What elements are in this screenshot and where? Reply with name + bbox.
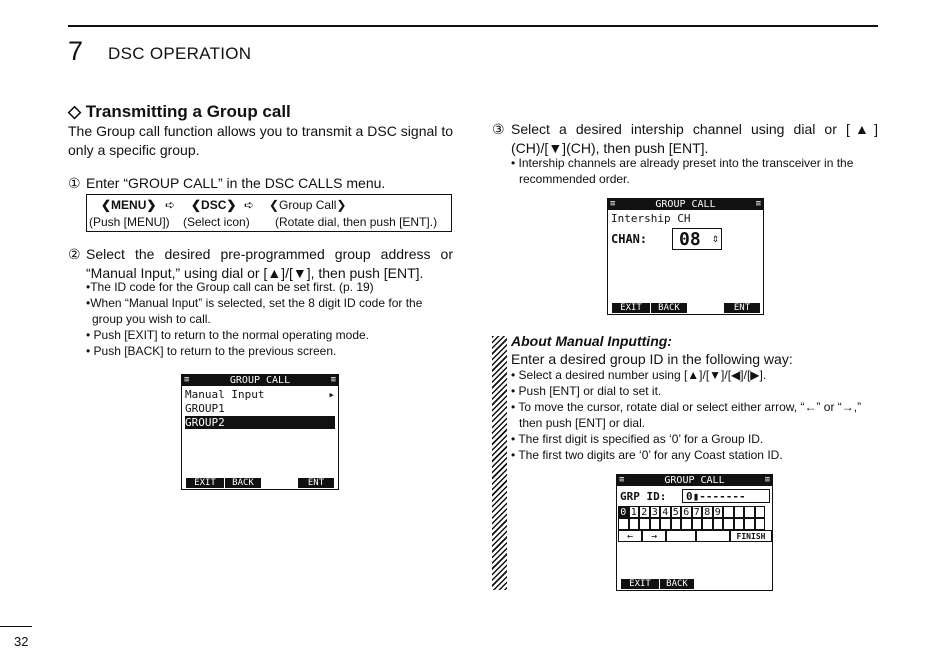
spin-icon: ⇕ [712,231,720,245]
blank-key [618,518,629,530]
digit-key: 2 [639,506,650,518]
step3-bullet: • Intership channels are already preset into the transceiver in the recommended order. [511,156,854,186]
soft-key-ent: ENT [724,303,760,313]
chapter-number: 7 [68,36,84,66]
list-item-group2: GROUP2 [185,416,335,429]
bullet: • The first digit is specified as ‘0’ for a Group ID. [511,432,764,446]
menu-note-3: (Rotate dial, then push [ENT].) [275,215,438,229]
menu-icon: ≡ [610,199,616,209]
step3-text: Select a desired intership channel using dial or [▲](CH)/[▼](CH), then push [ENT]. [511,121,878,156]
lcd-intership-channel [607,198,764,315]
blank-key [755,506,766,518]
digit-key: 9 [713,506,724,518]
blank-key [671,518,682,530]
soft-key-ent: ENT [298,478,334,488]
note-title: About Manual Inputting: [511,333,672,349]
grp-id-value: 0▮------- [682,489,770,503]
blank-key [696,530,730,542]
menu-icon: ≡ [619,475,625,485]
blank-key [744,506,755,518]
soft-key-exit: EXIT [186,478,224,488]
digit-key: 4 [660,506,671,518]
bullet: •The ID code for the Group call can be set first. (p. 19) [86,280,374,294]
menu-key: ❮MENU❯ [101,198,157,212]
bullet: • The first two digits are ‘0’ for any Coast station ID. [511,448,783,462]
soft-key-back: BACK [651,303,687,313]
menu-path-box [86,194,452,232]
bullet: • Select a desired number using [▲]/[▼]/[◀]/[▶]. [511,368,767,382]
digit-key: 8 [702,506,713,518]
blank-key [713,518,724,530]
bullet: • To move the cursor, rotate dial or select either arrow, “←” or “→,” then push [ENT] or dial. [511,400,862,430]
bullet: • Push [EXIT] to return to the normal operating mode. [86,328,370,342]
menu-icon: ≡ [764,475,770,485]
digit-key: 5 [671,506,682,518]
digit-key: 3 [650,506,661,518]
lcd-title: GROUP CALL [182,375,338,386]
blank-key [734,506,745,518]
step1-number: ① [68,175,81,191]
bullet: • Push [BACK] to return to the previous screen. [86,344,337,358]
grp-id-label: GRP ID: [620,490,667,503]
note-bullets [511,367,881,463]
blank-key [681,518,692,530]
arrow-icon: ➪ [244,198,255,212]
right-arrow-key: → [642,530,666,542]
step3-number: ③ [492,121,505,137]
page-number: 32 [14,634,29,649]
header-rule [68,25,878,27]
lcd-group-call-list [181,374,339,490]
chan-value: 08 [672,228,722,250]
section-intro: The Group call function allows you to transmit a DSC signal to only a specific group. [68,123,453,158]
lcd-title: GROUP CALL [617,475,772,486]
lcd-subtitle: Intership CH [611,212,691,225]
lcd-title: GROUP CALL [608,199,763,210]
bullet: • Push [ENT] or dial to set it. [511,384,662,398]
chapter-title: DSC OPERATION [108,44,252,63]
soft-key-back: BACK [225,478,261,488]
blank-key [702,518,713,530]
blank-key [734,518,745,530]
blank-key [723,506,734,518]
finish-key: FINISH [730,530,772,542]
blank-key [723,518,734,530]
menu-icon: ≡ [184,375,190,385]
page-rule [0,626,32,627]
digit-key: 1 [629,506,640,518]
menu-icon: ≡ [330,375,336,385]
step2-text: Select the desired pre-programmed group address or “Manual Input,” using dial or [▲]/[▼], then push [ENT]. [86,246,453,281]
blank-key [755,518,766,530]
soft-key-back: BACK [660,579,694,589]
step2-number: ② [68,246,81,262]
blank-key [744,518,755,530]
step1-text: Enter “GROUP CALL” in the DSC CALLS menu. [86,175,386,191]
menu-note-2: (Select icon) [183,215,250,229]
soft-key-exit: EXIT [621,579,659,589]
step2-bullets [86,279,453,359]
digit-key: 0 [618,506,629,518]
digit-key: 7 [692,506,703,518]
arrow-icon: ➪ [165,198,176,212]
blank-key [650,518,661,530]
bullet: •When “Manual Input” is selected, set the 8 digit ID code for the group you wish to call. [86,296,423,326]
soft-key-exit: EXIT [612,303,650,313]
blank-key [639,518,650,530]
chan-label: CHAN: [611,232,648,246]
note-intro: Enter a desired group ID in the following way: [511,351,793,367]
chevron-right-icon: ▸ [328,388,335,401]
left-arrow-key: ← [618,530,642,542]
digit-key: 6 [681,506,692,518]
blank-key [666,530,696,542]
section-title: ◇ Transmitting a Group call [68,102,291,121]
blank-key [692,518,703,530]
lcd-manual-input [616,474,773,591]
list-item-manual-input: Manual Input ▸ [185,388,335,401]
list-item-group1: GROUP1 [185,402,225,415]
dsc-key: ❮DSC❯ [191,198,237,212]
group-call-key: ❮Group Call❯ [269,198,347,212]
blank-key [629,518,640,530]
note-stripe [492,336,507,590]
menu-icon: ≡ [755,199,761,209]
menu-note-1: (Push [MENU]) [89,215,170,229]
blank-key [660,518,671,530]
